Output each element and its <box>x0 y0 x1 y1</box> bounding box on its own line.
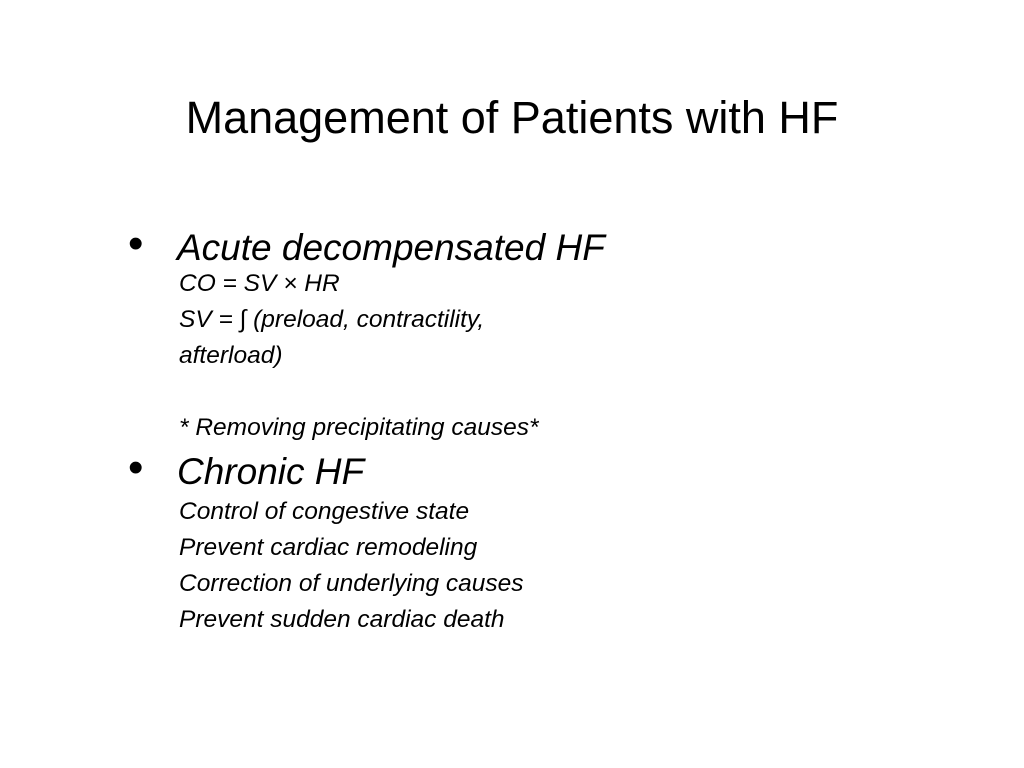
sub-line: Prevent cardiac remodeling <box>179 534 478 561</box>
slide-title: Management of Patients with HF <box>185 92 839 143</box>
sub-line: afterload) <box>179 342 283 369</box>
bullet-icon: • <box>128 443 144 492</box>
section-heading-chronic: Chronic HF <box>177 451 365 492</box>
section-heading-acute: Acute decompensated HF <box>177 227 605 268</box>
sub-line: Correction of underlying causes <box>179 570 524 597</box>
sub-line: CO = SV × HR <box>179 270 340 297</box>
bullet-icon: • <box>128 219 144 268</box>
sub-line: * Removing precipitating causes* <box>179 414 539 441</box>
sub-line: Control of congestive state <box>179 498 470 525</box>
sub-line: SV = ∫ (preload, contractility, <box>179 306 485 333</box>
sub-line: Prevent sudden cardiac death <box>179 606 505 633</box>
